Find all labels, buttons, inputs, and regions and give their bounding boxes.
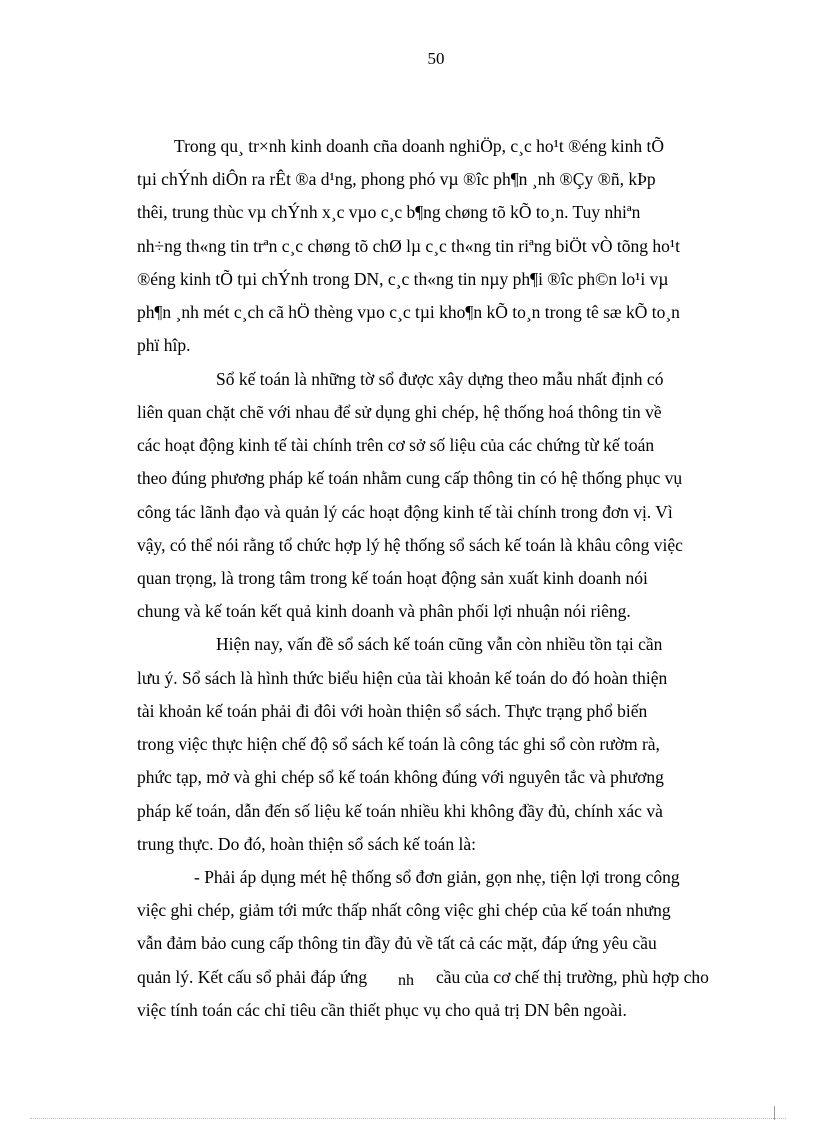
text-line: Trong qu¸ tr×nh kinh doanh cña doanh nghiÖp, c¸c ho¹t ®éng kinh tÕ	[174, 136, 664, 156]
page-number: 50	[427, 49, 445, 68]
text-line: Hiện nay, vấn đề sổ sách kế toán cũng vẫn còn nhiều tồn tại cần	[216, 634, 663, 654]
text-line: thêi, trung thùc vµ chÝnh x¸c vµo c¸c b¶ng chøng tõ kÕ to¸n. Tuy nhiªn	[137, 202, 641, 222]
text-line: trong việc thực hiện chế độ sổ sách kế toán là công tác ghi sổ còn rườm rà,	[137, 734, 660, 754]
text-line: liên quan chặt chẽ với nhau để sử dụng ghi chép, hệ thống hoá thông tin về	[137, 402, 662, 422]
text-line: pháp kế toán, dẫn đến số liệu kế toán nhiều khi không đầy đủ, chính xác và	[137, 801, 663, 821]
text-line: quan trọng, là trong tâm trong kế toán hoạt động sản xuất kinh doanh nói	[137, 568, 648, 588]
text-line: chung và kế toán kết quả kinh doanh và phân phối lợi nhuận nói riêng.	[137, 601, 631, 621]
text-line: nh÷ng th«ng tin trªn c¸c chøng tõ chØ lµ c¸c th«ng tin riªng biÖt vÒ tõng ho¹t	[137, 236, 680, 256]
text-line: quản lý. Kết cấu sổ phải đáp ứng	[137, 967, 368, 987]
text-line: các hoạt động kinh tế tài chính trên cơ sở số liệu của các chứng từ kế toán	[137, 435, 655, 455]
text-line: việc ghi chép, giảm tới mức thấp nhất công việc ghi chép của kế toán nhưng	[137, 900, 671, 920]
text-line: vậy, có thể nói rằng tổ chức hợp lý hệ thống sổ sách kế toán là khâu công việc	[137, 535, 683, 555]
text-line: Sổ kế toán là những tờ sổ được xây dựng theo mẫu nhất định có	[216, 369, 664, 389]
text-line: - Phải áp dụng mét hệ thống sổ đơn giản, gọn nhẹ, tiện lợi trong công	[194, 867, 680, 887]
text-line: ®éng kinh tÕ tµi chÝnh trong DN, c¸c th«ng tin nµy ph¶i ®îc ph©n lo¹i vµ	[137, 269, 669, 289]
text-line: vẫn đảm bảo cung cấp thông tin đầy đủ về tất cả các mặt, đáp ứng yêu cầu	[137, 933, 657, 953]
text-line: tài khoản kế toán phải đi đôi với hoàn thiện sổ sách. Thực trạng phổ biến	[137, 701, 648, 721]
text-line: theo đúng phương pháp kế toán nhằm cung cấp thông tin có hệ thống phục vụ	[137, 468, 683, 488]
text-fragment: nh	[398, 972, 414, 989]
text-line: việc tính toán các chỉ tiêu cần thiết phục vụ cho quả trị DN bên ngoài.	[137, 1000, 627, 1020]
text-line: ph¶n ¸nh mét c¸ch cã hÖ thèng vµo c¸c tµi kho¶n kÕ to¸n trong tê sæ kÕ to¸n	[137, 302, 680, 322]
footer-dotted-rule	[30, 1118, 786, 1119]
text-line: trung thực. Do đó, hoàn thiện sổ sách kế toán là:	[137, 834, 476, 854]
text-line: lưu ý. Sổ sách là hình thức biểu hiện của tài khoản kế toán do đó hoàn thiện	[137, 668, 668, 688]
text-line: cầu của cơ chế thị trường, phù hợp cho	[436, 967, 709, 987]
text-line: phï hîp.	[137, 335, 191, 355]
text-line: phức tạp, mở và ghi chép sổ kế toán không đúng với nguyên tắc và phương	[137, 767, 664, 787]
page-corner-mark	[774, 1106, 775, 1120]
text-line: tµi chÝnh diÔn ra rÊt ®a d¹ng, phong phó vµ ®îc ph¶n ¸nh ®Çy ®ñ, kÞp	[137, 169, 656, 189]
text-line: công tác lãnh đạo và quản lý các hoạt động kinh tế tài chính trong đơn vị. Vì	[137, 502, 673, 522]
